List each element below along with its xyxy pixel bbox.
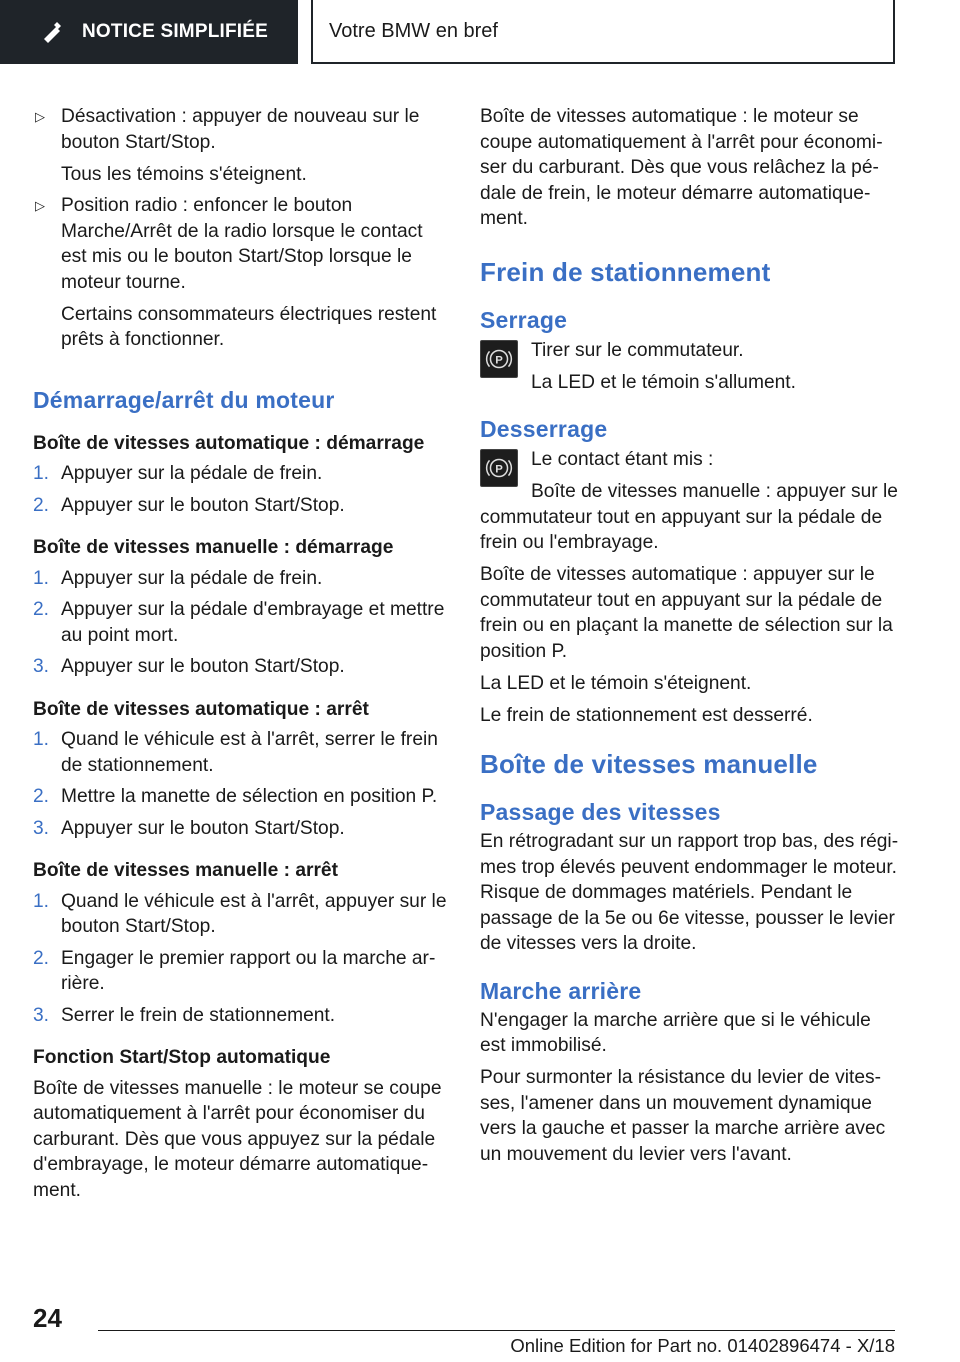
parking-brake-icon: [480, 449, 518, 487]
bullet-text: Désactivation : appuyer de nouveau sur le bouton Start/Stop.: [61, 106, 420, 153]
group-title: Boîte de vitesses manuelle : démarrage: [33, 537, 394, 558]
intro-text: Boîte de vitesses automatique : le moteur se coupe automatiquement à l'arrêt pour économiser du carburant. Dès que vous relâchez la pédale de frein, le moteur démarre automatiquement.: [480, 106, 883, 229]
release-manual: Boîte de vitesses manuelle : appuyer sur le commutateur tout en appuyant sur la pédale de frein ou l'embrayage.: [480, 481, 898, 553]
subsection-title-apply: Serrage: [480, 306, 568, 333]
svg-text:P: P: [495, 353, 503, 366]
reverse-text: N'engager la marche arrière que si le véhicule est immobilisé.: [480, 1009, 871, 1056]
apply-step: La LED et le témoin s'allument.: [531, 371, 796, 393]
svg-text:P: P: [495, 463, 503, 476]
release-done: Le frein de stationnement est desserré.: [480, 704, 813, 726]
list-number: 1.: [33, 890, 50, 912]
header-tab-label: NOTICE SIMPLIFIÉE: [82, 21, 269, 42]
header-chapter-label: Votre BMW en bref: [329, 19, 498, 42]
release-auto: Boîte de vitesses automatique : appuyer sur le commutateur tout en appuyant sur la pédale de frein ou en plaçant la manette de sélection sur la position P.: [480, 564, 893, 662]
triangle-bullet-icon: ▷: [35, 109, 45, 124]
bullet-text: Position radio : enfoncer le bouton Marche/Arrêt de la radio lorsque le contact est mis ou le bouton Start/Stop lorsque le moteur tourne.: [61, 195, 423, 293]
list-item: [33, 889, 447, 940]
apply-block: [480, 338, 900, 396]
list-text: Serrer le frein de stationnement.: [61, 1004, 336, 1026]
list-text: Appuyer sur la pédale de frein.: [61, 567, 323, 589]
list-number: 2.: [33, 599, 50, 620]
triangle-bullet-icon: ▷: [35, 198, 45, 213]
list-number: 3.: [33, 817, 50, 839]
apply-step: Tirer sur le commutateur.: [531, 339, 744, 361]
list-item: [33, 461, 447, 487]
list-item: [33, 654, 447, 680]
subsection-title-shifting: Passage des vitesses: [480, 799, 721, 825]
list-item: [33, 946, 447, 997]
group-title: Boîte de vitesses automatique : démarrage: [33, 432, 425, 454]
bullet-text: Tous les témoins s'éteignent.: [61, 163, 307, 185]
list-text: Appuyer sur la pédale d'embrayage et mettre au point mort.: [61, 599, 445, 646]
release-step: Le contact étant mis :: [531, 449, 714, 470]
page-number: 24: [33, 1303, 62, 1333]
wrench-icon: [40, 19, 66, 45]
section-title-parking-brake: Frein de stationnement: [480, 256, 771, 287]
subsection-title-release: Desserrage: [480, 416, 608, 442]
bullet-text: Certains consommateurs électriques restent prêts à fonctionner.: [61, 303, 437, 350]
list-text: Appuyer sur la pédale de frein.: [61, 463, 323, 484]
bullet-item: [33, 193, 447, 353]
shifting-text: En rétrogradant sur un rapport trop bas, des régimes trop élevés peuvent endommager le moteur. Risque de dommages matériels. Pendant le passage de la 5e ou 6e vitesse, pousser le levier de vitesses vers la droite.: [480, 831, 899, 954]
parking-brake-icon: [480, 340, 518, 378]
list-item: [33, 597, 447, 648]
list-item: [33, 784, 447, 810]
header-tab-quick-guide: [0, 0, 298, 64]
bullet-item: [33, 104, 447, 187]
group-title: Boîte de vitesses automatique : arrêt: [33, 698, 369, 720]
list-item: [33, 566, 447, 592]
auto-start-stop-text: Boîte de vitesses manuelle : le moteur se coupe automatiquement à l'arrêt pour économiser du carburant. Dès que vous appuyez sur la pédale d'embrayage, le moteur démarre automatiquement.: [33, 1077, 442, 1201]
list-text: Engager le premier rapport ou la marche arrière.: [61, 947, 436, 994]
list-number: 2.: [33, 786, 50, 807]
reverse-text: Pour surmonter la résistance du levier de vitesses, l'amener dans un mouvement dynamique vers la gauche et passer la marche arrière avec un mouvement du levier vers l'avant.: [480, 1067, 886, 1165]
subsection-title-reverse: Marche arrière: [480, 977, 642, 1004]
release-led: La LED et le témoin s'éteignent.: [480, 672, 752, 694]
release-block: [480, 447, 900, 556]
list-number: 3.: [33, 656, 50, 677]
section-title-engine: Démarrage/arrêt du moteur: [33, 386, 335, 413]
list-text: Appuyer sur le bouton Start/Stop.: [61, 656, 345, 677]
list-text: Appuyer sur le bouton Start/Stop.: [61, 494, 345, 516]
list-number: 2.: [33, 494, 50, 516]
list-number: 2.: [33, 947, 50, 969]
list-text: Appuyer sur le bouton Start/Stop.: [61, 817, 345, 839]
list-item: [33, 1003, 447, 1029]
header-chapter: [311, 0, 895, 64]
auto-start-stop-title: Fonction Start/Stop automatique: [33, 1047, 331, 1068]
list-item: [33, 727, 447, 778]
list-text: Quand le véhicule est à l'arrêt, serrer le frein de stationnement.: [61, 729, 438, 776]
footer-edition: Online Edition for Part no. 01402896474 - X/18: [510, 1335, 895, 1356]
list-number: 1.: [33, 729, 50, 750]
list-text: Quand le véhicule est à l'arrêt, appuyer sur le bouton Start/Stop.: [61, 890, 447, 937]
left-column: [33, 104, 447, 1203]
right-column: [480, 104, 900, 1174]
footer-divider: [98, 1330, 895, 1331]
group-title: Boîte de vitesses manuelle : arrêt: [33, 860, 338, 881]
list-item: [33, 493, 447, 519]
list-item: [33, 816, 447, 842]
list-number: 3.: [33, 1004, 50, 1026]
list-number: 1.: [33, 567, 50, 589]
list-number: 1.: [33, 463, 50, 484]
list-text: Mettre la manette de sélection en position P.: [61, 786, 438, 807]
section-title-manual-gearbox: Boîte de vitesses manuelle: [480, 749, 818, 779]
